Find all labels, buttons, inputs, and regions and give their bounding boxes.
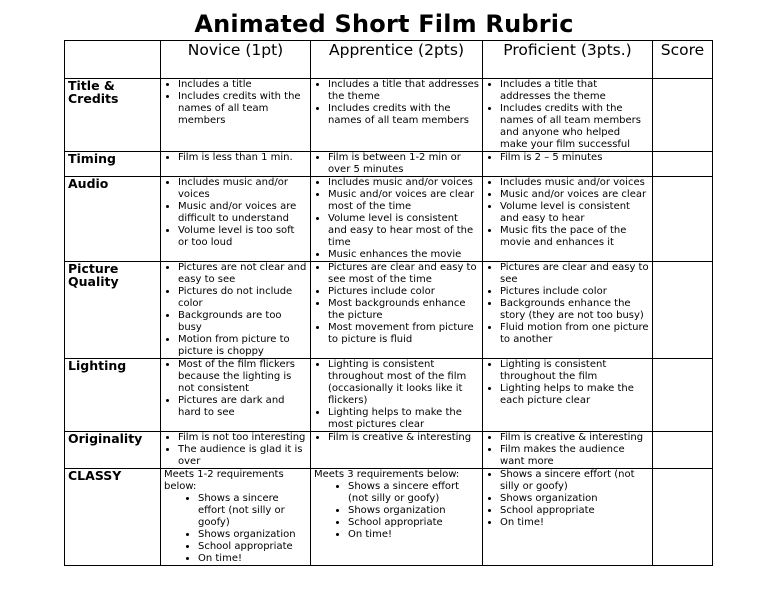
- list-item: • Film is creative & interesting: [500, 432, 649, 444]
- list-item: • Includes music and/or voices: [500, 177, 649, 189]
- list-item: • Pictures are dark and hard to see: [178, 395, 307, 419]
- table-row: [65, 469, 713, 566]
- page-title: Animated Short Film Rubric: [194, 10, 574, 38]
- list-item: • Includes music and/or voices: [328, 177, 479, 189]
- list-item: • Includes music and/or voices: [178, 177, 307, 201]
- list-item: • Lighting helps to make the each picture clear: [500, 383, 649, 407]
- criteria-list: [164, 432, 307, 468]
- score-cell[interactable]: [653, 177, 713, 262]
- criteria-list: [164, 262, 307, 358]
- novice-cell: [161, 177, 311, 262]
- list-item: • On time!: [348, 529, 479, 541]
- list-item: • Includes credits with the names of all team members: [328, 103, 479, 127]
- rubric-table: [64, 40, 713, 566]
- novice-cell: [161, 79, 311, 152]
- apprentice-cell: [311, 262, 483, 359]
- proficient-cell: [483, 152, 653, 177]
- proficient-cell: [483, 177, 653, 262]
- criteria-list: [164, 79, 307, 127]
- score-cell[interactable]: [653, 432, 713, 469]
- table-row: [65, 359, 713, 432]
- criteria-list: [486, 262, 649, 346]
- criterion-label: Originality: [65, 432, 161, 469]
- list-item: • Includes a title: [178, 79, 307, 91]
- novice-cell: [161, 152, 311, 177]
- list-item: • Includes a title that addresses the theme: [328, 79, 479, 103]
- proficient-cell: [483, 79, 653, 152]
- list-item: • Includes credits with the names of all team members and anyone who helped make your film successful: [500, 103, 649, 151]
- list-item: • School appropriate: [500, 505, 649, 517]
- list-item: • Pictures are not clear and easy to see: [178, 262, 307, 286]
- list-item: • Music and/or voices are clear most of the time: [328, 189, 479, 213]
- list-item: • Film makes the audience want more: [500, 444, 649, 468]
- score-cell[interactable]: [653, 262, 713, 359]
- novice-cell: [161, 432, 311, 469]
- list-item: • Shows a sincere effort (not silly or goofy): [500, 469, 649, 493]
- criteria-list: [314, 481, 479, 541]
- requirements-intro: Meets 3 requirements below:: [314, 469, 460, 480]
- list-item: • On time!: [198, 553, 307, 565]
- list-item: • Music enhances the movie: [328, 249, 479, 261]
- header-novice: Novice (1pt): [161, 41, 311, 79]
- table-row: [65, 262, 713, 359]
- score-cell[interactable]: [653, 469, 713, 566]
- list-item: • Lighting is consistent throughout most of the film (occasionally it looks like it flickers): [328, 359, 479, 407]
- criteria-list: [486, 469, 649, 529]
- proficient-cell: [483, 432, 653, 469]
- criterion-label: CLASSY: [65, 469, 161, 566]
- list-item: • Pictures include color: [500, 286, 649, 298]
- apprentice-cell: [311, 432, 483, 469]
- criteria-list: [314, 79, 479, 127]
- proficient-cell: [483, 469, 653, 566]
- list-item: • Shows a sincere effort (not silly or goofy): [348, 481, 479, 505]
- score-cell[interactable]: [653, 79, 713, 152]
- criteria-list: [486, 177, 649, 249]
- list-item: • Pictures are clear and easy to see most of the time: [328, 262, 479, 286]
- list-item: • Includes a title that addresses the theme: [500, 79, 649, 103]
- list-item: • Motion from picture to picture is choppy: [178, 334, 307, 358]
- apprentice-cell: [311, 177, 483, 262]
- criteria-list: [314, 432, 479, 444]
- list-item: • Pictures include color: [328, 286, 479, 298]
- list-item: • Lighting is consistent throughout the film: [500, 359, 649, 383]
- criteria-list: [314, 152, 479, 176]
- list-item: • Most movement from picture to picture is fluid: [328, 322, 479, 346]
- table-row: [65, 152, 713, 177]
- header-criteria: [65, 41, 161, 79]
- criteria-list: [164, 152, 307, 164]
- proficient-cell: [483, 359, 653, 432]
- criteria-list: [486, 432, 649, 468]
- table-row: [65, 177, 713, 262]
- criteria-list: [314, 177, 479, 261]
- criteria-list: [314, 262, 479, 346]
- list-item: • Music fits the pace of the movie and enhances it: [500, 225, 649, 249]
- list-item: • Volume level is consistent and easy to hear: [500, 201, 649, 225]
- criterion-label: Title & Credits: [65, 79, 161, 152]
- list-item: • Shows organization: [198, 529, 307, 541]
- novice-cell: [161, 469, 311, 566]
- table-row: [65, 432, 713, 469]
- list-item: • Includes credits with the names of all team members: [178, 91, 307, 127]
- list-item: • Pictures do not include color: [178, 286, 307, 310]
- requirements-intro: Meets 1-2 requirements below:: [164, 469, 284, 492]
- criteria-list: [164, 359, 307, 419]
- criteria-list: [486, 359, 649, 407]
- list-item: • Film is less than 1 min.: [178, 152, 307, 164]
- header-apprentice: Apprentice (2pts): [311, 41, 483, 79]
- list-item: • Volume level is too soft or too loud: [178, 225, 307, 249]
- criterion-label: Audio: [65, 177, 161, 262]
- list-item: • Film is not too interesting: [178, 432, 307, 444]
- novice-cell: [161, 359, 311, 432]
- apprentice-cell: [311, 469, 483, 566]
- list-item: • Backgrounds enhance the story (they are not too busy): [500, 298, 649, 322]
- list-item: • Lighting helps to make the most pictures clear: [328, 407, 479, 431]
- list-item: • Shows organization: [500, 493, 649, 505]
- criteria-list: [164, 177, 307, 249]
- score-cell[interactable]: [653, 152, 713, 177]
- list-item: • Volume level is consistent and easy to hear most of the time: [328, 213, 479, 249]
- apprentice-cell: [311, 79, 483, 152]
- list-item: • Pictures are clear and easy to see: [500, 262, 649, 286]
- list-item: • Shows a sincere effort (not silly or goofy): [198, 493, 307, 529]
- header-score: Score: [653, 41, 713, 79]
- criteria-list: [314, 359, 479, 431]
- header-row: [65, 41, 713, 79]
- table-row: [65, 79, 713, 152]
- novice-cell: [161, 262, 311, 359]
- criterion-label: Timing: [65, 152, 161, 177]
- criteria-list: [486, 152, 649, 164]
- criteria-list: [486, 79, 649, 151]
- proficient-cell: [483, 262, 653, 359]
- score-cell[interactable]: [653, 359, 713, 432]
- apprentice-cell: [311, 359, 483, 432]
- list-item: • Backgrounds are too busy: [178, 310, 307, 334]
- list-item: • Most backgrounds enhance the picture: [328, 298, 479, 322]
- list-item: • Film is creative & interesting: [328, 432, 479, 444]
- list-item: • Film is 2 – 5 minutes: [500, 152, 649, 164]
- list-item: • The audience is glad it is over: [178, 444, 307, 468]
- list-item: • Fluid motion from one picture to another: [500, 322, 649, 346]
- criteria-list: [164, 493, 307, 565]
- list-item: • Film is between 1-2 min or over 5 minutes: [328, 152, 479, 176]
- criterion-label: Picture Quality: [65, 262, 161, 359]
- criterion-label: Lighting: [65, 359, 161, 432]
- list-item: • School appropriate: [198, 541, 307, 553]
- list-item: • School appropriate: [348, 517, 479, 529]
- list-item: • Shows organization: [348, 505, 479, 517]
- apprentice-cell: [311, 152, 483, 177]
- list-item: • Music and/or voices are clear: [500, 189, 649, 201]
- list-item: • Music and/or voices are difficult to understand: [178, 201, 307, 225]
- list-item: • On time!: [500, 517, 649, 529]
- header-proficient: Proficient (3pts.): [483, 41, 653, 79]
- list-item: • Most of the film flickers because the lighting is not consistent: [178, 359, 307, 395]
